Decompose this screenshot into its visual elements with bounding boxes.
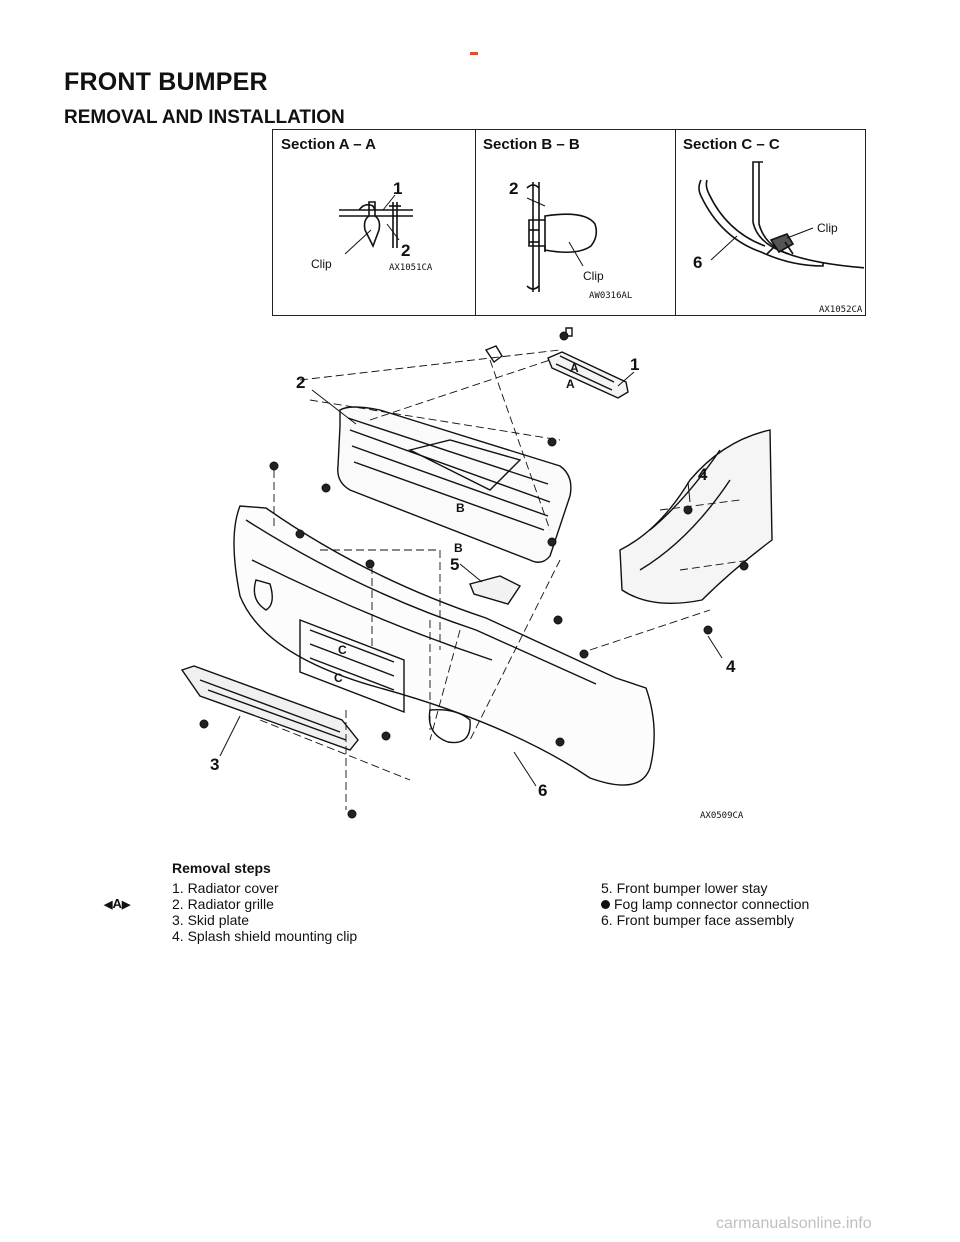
callout-6: 6: [538, 781, 548, 800]
section-mark-b1: B: [456, 501, 465, 515]
step-item: 6. Front bumper face assembly: [601, 912, 794, 928]
callout-5: 5: [450, 555, 460, 574]
section-a-callout-1: 1: [393, 179, 403, 198]
watermark: carmanualsonline.info: [716, 1215, 872, 1232]
section-c-drawing: [675, 130, 864, 315]
section-c-title: Section C – C: [683, 136, 780, 153]
section-mark-a1: A: [570, 361, 579, 375]
step-item: 4. Splash shield mounting clip: [172, 928, 358, 944]
step-item: 5. Front bumper lower stay: [601, 880, 768, 896]
section-c-code: AX1052CA: [819, 305, 863, 315]
callout-4-lower: 4: [726, 657, 736, 676]
callout-1: 1: [630, 355, 640, 374]
exploded-diagram: [160, 320, 790, 835]
section-b-callout-2: 2: [509, 179, 519, 198]
section-mark-a2: A: [566, 377, 575, 391]
section-mark-c2: C: [334, 671, 343, 685]
section-b-code: AW0316AL: [589, 291, 633, 301]
page-title: FRONT BUMPER: [64, 68, 268, 96]
section-a-title: Section A – A: [281, 136, 377, 153]
removal-steps-left: [172, 880, 357, 944]
section-c-clip-label: Clip: [817, 221, 838, 235]
callout-2: 2: [296, 373, 306, 392]
section-a-clip-label: Clip: [311, 257, 332, 271]
step-item: 3. Skid plate: [172, 912, 250, 928]
left-triangle-icon: ◀: [104, 899, 113, 911]
bullet-icon: [601, 900, 610, 909]
section-mark-b2: B: [454, 541, 463, 555]
right-triangle-icon: ▶: [121, 899, 131, 911]
section-c-callout-6: 6: [693, 253, 703, 272]
section-a-callout-2: 2: [401, 241, 411, 260]
section-a-code: AX1051CA: [389, 263, 433, 273]
removal-steps-right: [601, 880, 809, 928]
callout-4-upper: 4: [698, 465, 708, 484]
callout-3: 3: [210, 755, 220, 774]
section-views-panel: [272, 129, 866, 316]
page-subtitle: REMOVAL AND INSTALLATION: [64, 107, 345, 128]
top-mark: [470, 52, 478, 55]
section-a-drawing: [273, 130, 475, 315]
section-b-view: [475, 130, 676, 315]
section-a-view: [273, 130, 476, 315]
diagram-code: AX0509CA: [700, 811, 744, 821]
section-c-view: [675, 130, 864, 315]
removal-steps-title: Removal steps: [172, 860, 271, 876]
step-bullet-text: Fog lamp connector connection: [614, 896, 810, 912]
section-b-title: Section B – B: [483, 136, 580, 153]
section-mark-c1: C: [338, 643, 347, 657]
step-item: 1. Radiator cover: [172, 880, 279, 896]
section-b-clip-label: Clip: [583, 269, 604, 283]
service-point-letter: A: [112, 896, 122, 911]
step-item-bullet: [601, 896, 809, 912]
step-item: 2. Radiator grille: [172, 896, 274, 912]
service-point-marker: [104, 896, 130, 911]
section-b-drawing: [475, 130, 675, 315]
